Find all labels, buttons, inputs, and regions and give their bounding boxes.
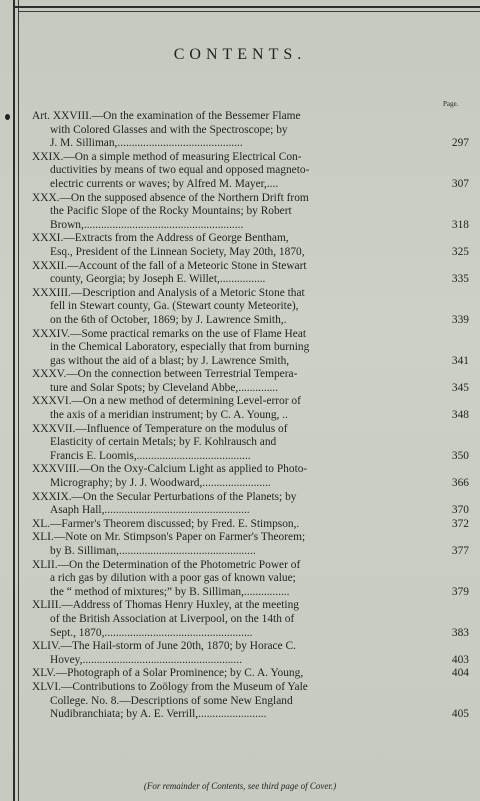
contents-entry <box>32 463 467 490</box>
entry-page-number: 366 <box>451 477 469 490</box>
entry-continuation-line: Francis E. Loomis,........................................ 350 <box>50 449 469 462</box>
contents-entry <box>32 328 467 369</box>
entry-page-number: 383 <box>451 626 469 639</box>
entry-page-number: 405 <box>451 708 469 721</box>
contents-entry <box>32 423 467 464</box>
entry-title-line: XXXVI.—On a new method of determining Level-error of <box>32 395 301 408</box>
entry-continuation-line: the Pacific Slope of the Rocky Mountains; by Robert <box>50 205 292 218</box>
contents-entry <box>32 491 467 518</box>
top-border-rule <box>14 6 480 8</box>
contents-entry <box>32 531 467 558</box>
entry-title-line: XXXV.—On the connection between Terrestrial Tempera- <box>32 368 298 381</box>
contents-entry <box>32 151 467 192</box>
entry-continuation-line: a rich gas by dilution with a poor gas of known value; <box>50 572 296 585</box>
entry-title-line: XXIX.—On a simple method of measuring Electrical Con- <box>32 150 302 163</box>
contents-entry <box>32 232 467 259</box>
entry-continuation-line: Nudibranchiata; by A. E. Verrill,........................ 405 <box>50 708 469 721</box>
entry-continuation-line: with Colored Glasses and with the Spectroscope; by <box>50 123 288 136</box>
entry-continuation-line: of the British Association at Liverpool, on the 14th of <box>50 612 295 625</box>
contents-entry <box>32 667 467 681</box>
entry-continuation-line: Elasticity of certain Metals; by F. Kohlrausch and <box>50 436 277 449</box>
entry-page-number: 325 <box>451 245 469 258</box>
contents-entry <box>32 368 467 395</box>
entry-continuation-line: ductivities by means of two equal and opposed magneto- <box>50 164 310 177</box>
entry-title-line: XXXII.—Account of the fall of a Meteoric Stone in Stewart <box>32 259 307 272</box>
entry-continuation-line: Sept., 1870,.................................................... 383 <box>50 626 469 639</box>
entry-title-line: XLVI.—Contributions to Zoölogy from the Museum of Yale <box>32 680 308 693</box>
entry-continuation-line: on the 6th of October, 1869; by J. Lawrence Smith,. 339 <box>50 313 469 326</box>
entry-page-number: 335 <box>451 273 469 286</box>
entry-continuation-line: Brown,........................................................ 318 <box>50 218 469 231</box>
entry-title-line: XXXIV.—Some practical remarks on the use of Flame Heat <box>32 327 307 340</box>
entry-title-line: XL.—Farmer's Theorem discussed; by Fred. E. Stimpson,. 372 <box>32 517 469 530</box>
entry-continuation-line: J. M. Silliman,............................................ 297 <box>50 137 469 150</box>
contents-entry <box>32 260 467 287</box>
entry-title-line: Art. XXVIII.—On the examination of the Bessemer Flame <box>32 110 301 122</box>
entry-continuation-line: the axis of a meridian instrument; by C. A. Young, .. 348 <box>50 409 469 422</box>
page-column-header: Page. <box>443 100 459 108</box>
contents-entry <box>32 640 467 667</box>
entry-page-number: 372 <box>451 517 469 530</box>
entry-continuation-line: by B. Silliman,................................................ 377 <box>50 545 469 557</box>
entry-page-number: 350 <box>451 449 469 462</box>
entry-title-line: XXXI.—Extracts from the Address of George Bentham, <box>32 232 289 245</box>
entry-continuation-line: county, Georgia; by Joseph E. Willet,................ 335 <box>50 273 469 286</box>
entry-continuation-line: Micrography; by J. J. Woodward,........................ 366 <box>50 477 469 490</box>
entry-continuation-line: gas without the aid of a blast; by J. Lawrence Smith, 341 <box>50 354 469 367</box>
entry-title-line: XLI.—Note on Mr. Stimpson's Paper on Farmer's Theorem; <box>32 531 306 544</box>
entry-page-number: 348 <box>451 409 469 422</box>
entry-page-number: 341 <box>451 354 469 367</box>
entry-continuation-line: in the Chemical Laboratory, especially that from burning <box>50 341 310 354</box>
entry-continuation-line: Esq., President of the Linnean Society, May 20th, 1870, 325 <box>50 245 469 258</box>
entry-page-number: 318 <box>451 218 469 231</box>
contents-entry <box>32 395 467 422</box>
contents-entry <box>32 681 467 722</box>
left-border-rule-inner <box>18 0 19 801</box>
entry-title-line: XXXVII.—Influence of Temperature on the modulus of <box>32 422 288 435</box>
entry-page-number: 370 <box>451 504 469 517</box>
top-border-rule-inner <box>19 11 480 12</box>
entry-continuation-line: Hovey,........................................................ 403 <box>50 653 469 666</box>
entry-continuation-line: fell in Stewart county, Ga. (Stewart county Meteorite), <box>50 300 299 313</box>
entry-page-number: 307 <box>451 177 469 190</box>
entry-title-line: XXX.—On the supposed absence of the Northern Drift from <box>32 191 309 204</box>
contents-entry <box>32 518 467 532</box>
entry-continuation-line: College. No. 8.—Descriptions of some New England <box>50 694 293 707</box>
margin-bullet-mark <box>5 114 10 120</box>
entry-page-number: 339 <box>451 313 469 326</box>
page-title: CONTENTS. <box>173 46 307 63</box>
entry-title-line: XLIV.—The Hail-storm of June 20th, 1870; by Horace C. <box>32 640 296 653</box>
entry-title-line: XXXIII.—Description and Analysis of a Metoric Stone that <box>32 286 305 299</box>
entry-page-number: 379 <box>451 585 469 598</box>
entry-continuation-line: the “ method of mixtures;” by B. Silliman,................ 379 <box>50 585 469 598</box>
entry-title-line: XXXIX.—On the Secular Perturbations of the Planets; by <box>32 490 297 503</box>
contents-list <box>32 110 467 722</box>
contents-entry <box>32 599 467 640</box>
entry-title-line: XXXVIII.—On the Oxy-Calcium Light as applied to Photo- <box>32 463 308 476</box>
entry-page-number: 345 <box>451 381 469 394</box>
left-border-rule <box>13 0 15 801</box>
entry-page-number: 377 <box>451 545 469 557</box>
entry-page-number: 297 <box>451 137 469 150</box>
entry-page-number: 403 <box>451 653 469 666</box>
footer-note: (For remainder of Contents, see third page of Cover.) <box>143 781 337 791</box>
contents-entry <box>32 110 467 151</box>
entry-page-number: 404 <box>451 667 469 680</box>
entry-continuation-line: electric currents or waves; by Alfred M. Mayer,.... 307 <box>50 177 469 190</box>
contents-entry <box>32 559 467 600</box>
entry-continuation-line: ture and Solar Spots; by Cleveland Abbe,.............. 345 <box>50 381 469 394</box>
entry-continuation-line: Asaph Hall,................................................... 370 <box>50 504 469 517</box>
entry-title-line: XLV.—Photograph of a Solar Prominence; by C. A. Young, 404 <box>32 667 469 680</box>
entry-title-line: XLII.—On the Determination of the Photometric Power of <box>32 558 301 571</box>
contents-entry <box>32 287 467 328</box>
contents-entry <box>32 192 467 233</box>
entry-title-line: XLIII.—Address of Thomas Henry Huxley, at the meeting <box>32 599 299 612</box>
